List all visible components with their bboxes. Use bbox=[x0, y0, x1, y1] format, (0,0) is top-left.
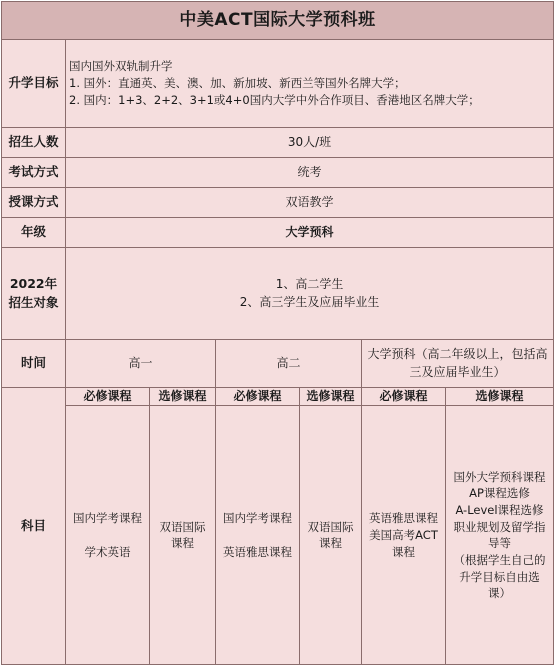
title-row bbox=[2, 2, 554, 40]
g2-required-courses bbox=[216, 406, 300, 665]
g1-required-course-1: 国内学考课程 bbox=[73, 510, 142, 525]
subject-header-row bbox=[2, 388, 554, 406]
goals-line-2: 1. 国外：直通英、美、澳、加、新加坡、新西兰等国外名牌大学； bbox=[69, 76, 406, 91]
g3-required-line-3: 课程 bbox=[392, 544, 415, 559]
g2-elective-header: 选修课程 bbox=[300, 388, 362, 406]
g2-required-header: 必修课程 bbox=[216, 388, 300, 406]
g3-required-header: 必修课程 bbox=[362, 388, 446, 406]
g2-elective-line-1: 双语国际 bbox=[307, 519, 354, 534]
g3-elective-courses bbox=[446, 406, 554, 665]
g2-required-course-1: 国内学考课程 bbox=[223, 510, 292, 525]
goals-line-1: 国内国外双轨制升学 bbox=[69, 59, 173, 74]
enrollment-row bbox=[2, 128, 554, 158]
g1-elective-line-2: 课程 bbox=[171, 536, 194, 551]
target-label-text: 招生对象 bbox=[8, 294, 59, 310]
enrollment-label: 招生人数 bbox=[2, 128, 66, 158]
time-row bbox=[2, 340, 554, 388]
time-grade-2: 高二 bbox=[216, 340, 362, 388]
g3-elective-line-3: A-Level课程选修 bbox=[455, 502, 544, 517]
g2-elective-courses bbox=[300, 406, 362, 665]
target-label bbox=[2, 248, 66, 340]
g3-required-line-1: 英语雅思课程 bbox=[369, 511, 438, 526]
g3-required-courses bbox=[362, 406, 446, 665]
g1-required-courses bbox=[66, 406, 150, 665]
time-grade-3: 大学预科（高二年级以上，包括高三及应届毕业生） bbox=[362, 340, 554, 388]
g2-elective-line-2: 课程 bbox=[319, 536, 342, 551]
exam-value: 统考 bbox=[66, 158, 554, 188]
g3-elective-line-5: 导等 bbox=[488, 536, 511, 551]
goals-content bbox=[66, 40, 554, 128]
grade-value: 大学预科 bbox=[66, 218, 554, 248]
grade-row bbox=[2, 218, 554, 248]
g3-required-line-2: 美国高考ACT bbox=[369, 527, 438, 542]
time-label: 时间 bbox=[2, 340, 66, 388]
goals-label: 升学目标 bbox=[2, 40, 66, 128]
g1-elective-header: 选修课程 bbox=[150, 388, 216, 406]
g1-elective-line-1: 双语国际 bbox=[159, 519, 206, 534]
g1-elective-courses bbox=[150, 406, 216, 665]
program-sheet bbox=[1, 1, 553, 665]
goals-line-3: 2. 国内：1+3、2+2、3+1或4+0国内大学中外合作项目、香港地区名牌大学； bbox=[69, 92, 480, 107]
g2-required-course-2: 英语雅思课程 bbox=[223, 545, 292, 560]
course-spacer bbox=[69, 526, 146, 544]
target-label-year: 2022年 bbox=[9, 276, 58, 292]
goals-row bbox=[2, 40, 554, 128]
g3-elective-line-8: 课） bbox=[488, 586, 511, 601]
enrollment-value: 30人/班 bbox=[66, 128, 554, 158]
program-table bbox=[1, 1, 554, 665]
time-grade-1: 高一 bbox=[66, 340, 216, 388]
g1-required-header: 必修课程 bbox=[66, 388, 150, 406]
grade-label: 年级 bbox=[2, 218, 66, 248]
g3-elective-header: 选修课程 bbox=[446, 388, 554, 406]
teaching-row bbox=[2, 188, 554, 218]
subjects-label: 科目 bbox=[2, 388, 66, 665]
teaching-label: 授课方式 bbox=[2, 188, 66, 218]
target-line-1: 1、高二学生 bbox=[275, 277, 344, 292]
target-content bbox=[66, 248, 554, 340]
subject-content-row bbox=[2, 406, 554, 665]
page-title: 中美ACT国际大学预科班 bbox=[2, 2, 554, 40]
exam-label: 考试方式 bbox=[2, 158, 66, 188]
g1-required-course-2: 学术英语 bbox=[84, 545, 131, 560]
g3-elective-line-2: AP课程选修 bbox=[469, 486, 530, 501]
target-row bbox=[2, 248, 554, 340]
g3-elective-line-1: 国外大学预科课程 bbox=[453, 469, 546, 484]
exam-row bbox=[2, 158, 554, 188]
teaching-value: 双语教学 bbox=[66, 188, 554, 218]
g3-elective-line-7: 升学目标自由选 bbox=[459, 569, 540, 584]
g3-elective-line-4: 职业规划及留学指 bbox=[453, 519, 546, 534]
target-line-2: 2、高三学生及应届毕业生 bbox=[239, 294, 380, 309]
course-spacer bbox=[219, 526, 296, 544]
g3-elective-line-6: （根据学生自己的 bbox=[453, 552, 546, 567]
